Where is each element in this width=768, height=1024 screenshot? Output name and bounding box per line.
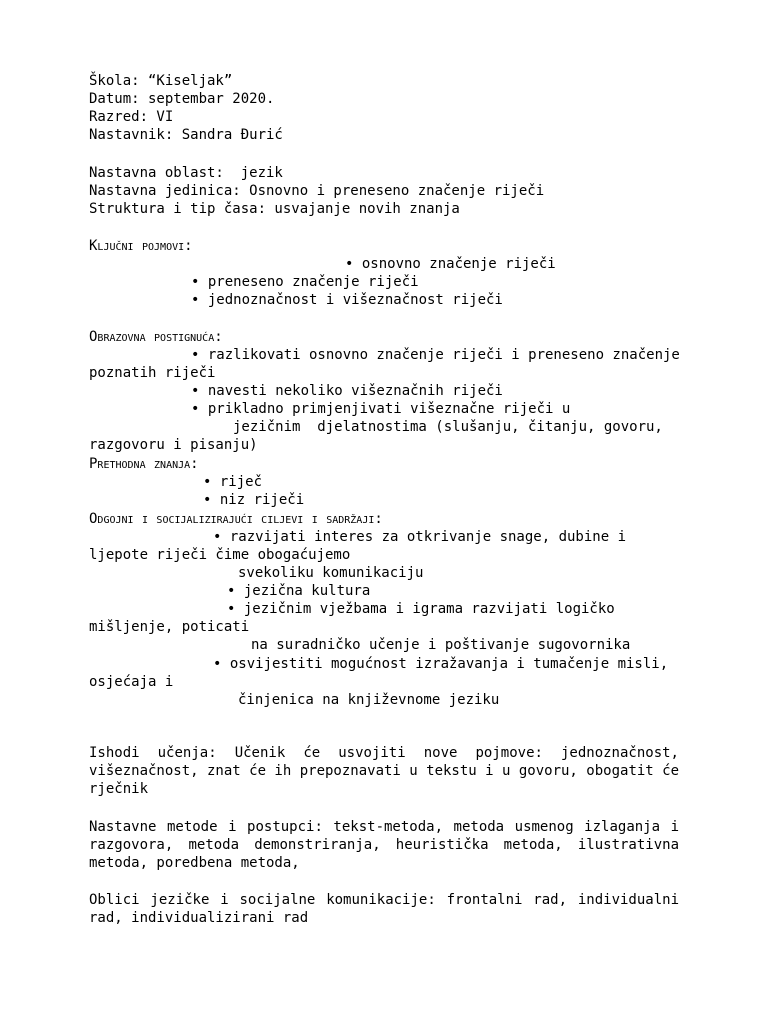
key-concepts-heading: Ključni pojmovi: (89, 238, 193, 254)
lesson-structure-line: Struktura i tip časa: usvajanje novih znanja (89, 201, 460, 217)
outcome-line: • razlikovati osnovno značenje riječi i preneseno značenje (191, 347, 680, 363)
goal-line: činjenica na književnome jeziku (238, 692, 500, 708)
learning-outcomes-paragraph: Ishodi učenja: Učenik će usvojiti nove pojmove: jednoznačnost, višeznačnost, znat će ih prepoznavati u tekstu i u govoru, obogatit će rječnik (89, 745, 680, 797)
school-line: Škola: “Kiseljak” (89, 73, 233, 89)
teacher-line: Nastavnik: Sandra Đurić (89, 127, 283, 143)
goal-line: mišljenje, poticati (89, 619, 250, 635)
teaching-area-line: Nastavna oblast: jezik (89, 165, 283, 181)
teaching-methods-paragraph: Nastavne metode i postupci: tekst-metoda, metoda usmenog izlaganja i razgovora, metoda demonstriranja, heuristička metoda, ilustrativna metoda, poredbena metoda, (89, 819, 679, 871)
key-concept-item: • preneseno značenje riječi (191, 274, 419, 290)
prior-knowledge-item: • riječ (203, 474, 263, 490)
goal-line: • jezičnim vježbama i igrama razvijati logičko (227, 601, 615, 617)
grade-line: Razred: VI (89, 109, 174, 125)
key-concept-item: • osnovno značenje riječi (345, 256, 556, 272)
teaching-unit-line: Nastavna jedinica: Osnovno i preneseno značenje riječi (89, 183, 545, 199)
outcome-line: poznatih riječi (89, 365, 216, 381)
communication-forms-paragraph: Oblici jezičke i socijalne komunikacije: frontalni rad, individualni rad, individualizirani rad (89, 892, 679, 926)
prior-knowledge-heading: Prethodna znanja: (89, 456, 199, 472)
educational-goals-heading: Odgojni i socijalizirajući ciljevi i sadržaji: (89, 511, 383, 527)
goal-line: • osvijestiti mogućnost izražavanja i tumačenje misli, (213, 656, 669, 672)
outcome-line: • navesti nekoliko višeznačnih riječi (191, 383, 503, 399)
key-concept-item: • jednoznačnost i višeznačnost riječi (191, 292, 503, 308)
outcome-line: • prikladno primjenjivati višeznačne riječi u (191, 401, 571, 417)
goal-line: osjećaja i (89, 674, 174, 690)
prior-knowledge-item: • niz riječi (203, 492, 305, 508)
date-line: Datum: septembar 2020. (89, 91, 275, 107)
outcome-line: jezičnim djelatnostima (slušanju, čitanju, govoru, (233, 419, 663, 435)
goal-line: • jezična kultura (227, 583, 371, 599)
goal-line: svekoliku komunikaciju (238, 565, 424, 581)
goal-line: na suradničko učenje i poštivanje sugovornika (251, 637, 631, 653)
goal-line: ljepote riječi čime obogaćujemo (89, 547, 351, 563)
outcome-line: razgovoru i pisanju) (89, 437, 258, 453)
goal-line: • razvijati interes za otkrivanje snage, dubine i (213, 529, 627, 545)
outcomes-heading: Obrazovna postignuća: (89, 329, 223, 345)
